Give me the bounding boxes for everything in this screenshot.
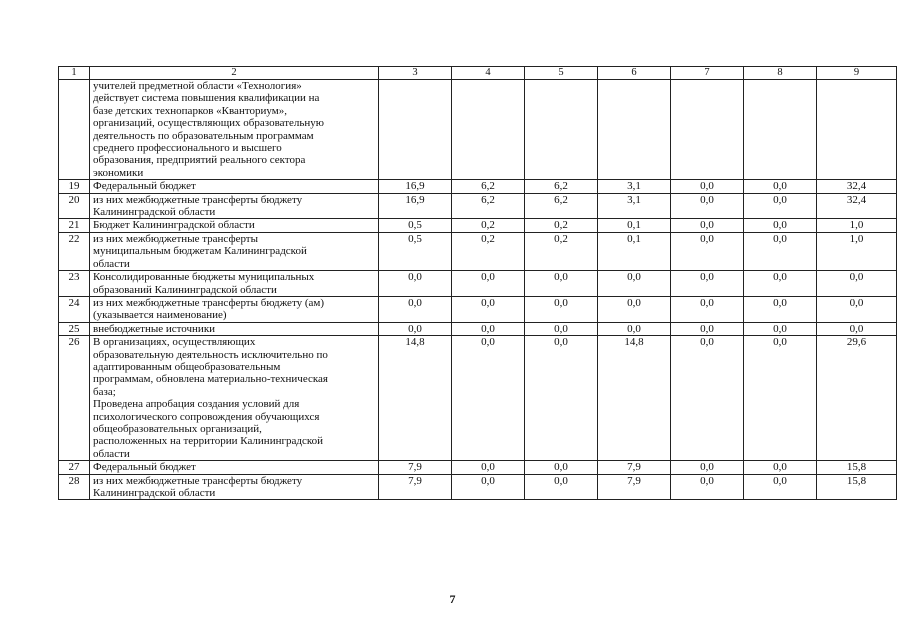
value-cell-col7: 0,0 xyxy=(671,296,744,322)
value-cell-col3: 0,5 xyxy=(379,219,452,232)
description-line: из них межбюджетные трансферты бюджету xyxy=(93,193,303,206)
description-line: образований Калининградской области xyxy=(93,283,277,296)
description-line: внебюджетные источники xyxy=(93,322,216,335)
value-cell-col5: 6,2 xyxy=(525,193,598,219)
value-cell-col8: 0,0 xyxy=(744,232,817,270)
value-cell-col8: 0,0 xyxy=(744,193,817,219)
value-cell-col6: 7,9 xyxy=(598,461,671,474)
row-description xyxy=(90,80,379,180)
value-cell-col7: 0,0 xyxy=(671,232,744,270)
header-cell-8: 8 xyxy=(744,67,817,80)
page-number: 7 xyxy=(449,592,456,606)
value-cell-col6: 0,0 xyxy=(598,322,671,335)
row-number: 22 xyxy=(59,232,90,270)
value-cell-col3: 0,0 xyxy=(379,271,452,297)
row-description xyxy=(90,322,379,335)
value-cell-col7: 0,0 xyxy=(671,322,744,335)
value-cell-col6: 0,1 xyxy=(598,219,671,232)
description-line: В организациях, осуществляющих xyxy=(93,336,256,349)
description-line: Проведена апробация создания условий для xyxy=(93,398,300,411)
table-row xyxy=(59,336,897,461)
header-row xyxy=(59,67,897,80)
description-line: муниципальным бюджетам Калининградской xyxy=(93,245,307,258)
value-cell-col6 xyxy=(598,80,671,180)
value-cell-col3: 7,9 xyxy=(379,474,452,500)
row-number: 19 xyxy=(59,180,90,193)
row-number: 25 xyxy=(59,322,90,335)
description-line: (указывается наименование) xyxy=(93,309,227,322)
value-cell-col3: 7,9 xyxy=(379,461,452,474)
row-description xyxy=(90,180,379,193)
table-row xyxy=(59,271,897,297)
value-cell-col4: 6,2 xyxy=(452,193,525,219)
value-cell-col3: 14,8 xyxy=(379,336,452,461)
row-number: 21 xyxy=(59,219,90,232)
value-cell-col5: 0,2 xyxy=(525,232,598,270)
row-number: 27 xyxy=(59,461,90,474)
value-cell-col5: 0,2 xyxy=(525,219,598,232)
description-line: Консолидированные бюджеты муниципальных xyxy=(93,271,315,284)
row-description xyxy=(90,232,379,270)
value-cell-col9: 0,0 xyxy=(817,322,897,335)
value-cell-col5: 0,0 xyxy=(525,296,598,322)
header-cell-1: 1 xyxy=(59,67,90,80)
header-cell-3: 3 xyxy=(379,67,452,80)
value-cell-col9: 32,4 xyxy=(817,180,897,193)
value-cell-col8: 0,0 xyxy=(744,474,817,500)
value-cell-col5: 0,0 xyxy=(525,322,598,335)
row-number: 26 xyxy=(59,336,90,461)
table-row xyxy=(59,474,897,500)
value-cell-col6: 3,1 xyxy=(598,180,671,193)
row-number: 20 xyxy=(59,193,90,219)
value-cell-col6: 0,0 xyxy=(598,271,671,297)
value-cell-col9: 29,6 xyxy=(817,336,897,461)
value-cell-col5: 0,0 xyxy=(525,474,598,500)
row-number: 28 xyxy=(59,474,90,500)
description-line: базе детских технопарков «Кванториум», xyxy=(93,104,287,117)
header-cell-6: 6 xyxy=(598,67,671,80)
table-row xyxy=(59,193,897,219)
value-cell-col3 xyxy=(379,80,452,180)
row-description xyxy=(90,336,379,461)
value-cell-col9: 0,0 xyxy=(817,271,897,297)
value-cell-col8: 0,0 xyxy=(744,296,817,322)
value-cell-col4: 0,0 xyxy=(452,296,525,322)
value-cell-col7: 0,0 xyxy=(671,474,744,500)
value-cell-col7: 0,0 xyxy=(671,271,744,297)
value-cell-col8: 0,0 xyxy=(744,219,817,232)
description-line: области xyxy=(93,257,130,270)
value-cell-col4: 0,0 xyxy=(452,461,525,474)
description-line: действует система повышения квалификации на xyxy=(93,92,320,105)
description-line: база; xyxy=(93,385,116,398)
value-cell-col9 xyxy=(817,80,897,180)
value-cell-col5: 0,0 xyxy=(525,271,598,297)
value-cell-col9: 0,0 xyxy=(817,296,897,322)
table-row xyxy=(59,232,897,270)
description-line: Федеральный бюджет xyxy=(93,461,196,474)
value-cell-col7: 0,0 xyxy=(671,461,744,474)
header-cell-5: 5 xyxy=(525,67,598,80)
header-cell-9: 9 xyxy=(817,67,897,80)
table-row xyxy=(59,461,897,474)
value-cell-col8: 0,0 xyxy=(744,322,817,335)
header-cell-7: 7 xyxy=(671,67,744,80)
row-description xyxy=(90,271,379,297)
value-cell-col9: 15,8 xyxy=(817,461,897,474)
description-line: психологического сопровождения обучающихся xyxy=(93,410,320,423)
description-line: общеобразовательных организаций, xyxy=(93,422,262,435)
value-cell-col8: 0,0 xyxy=(744,336,817,461)
description-line: Бюджет Калининградской области xyxy=(93,219,255,232)
description-line: программам, обновлена материально-техническая xyxy=(93,373,328,386)
value-cell-col6: 3,1 xyxy=(598,193,671,219)
row-number: 23 xyxy=(59,271,90,297)
value-cell-col4: 0,0 xyxy=(452,336,525,461)
row-description xyxy=(90,296,379,322)
description-line: из них межбюджетные трансферты бюджету xyxy=(93,474,303,487)
table-row xyxy=(59,296,897,322)
row-description xyxy=(90,219,379,232)
value-cell-col6: 0,1 xyxy=(598,232,671,270)
table-row xyxy=(59,322,897,335)
row-description xyxy=(90,474,379,500)
value-cell-col8: 0,0 xyxy=(744,461,817,474)
description-line: среднего профессионального и высшего xyxy=(93,142,282,155)
value-cell-col9: 15,8 xyxy=(817,474,897,500)
value-cell-col4: 0,0 xyxy=(452,271,525,297)
value-cell-col8 xyxy=(744,80,817,180)
table-row xyxy=(59,180,897,193)
description-line: из них межбюджетные трансферты xyxy=(93,232,258,245)
description-line: расположенных на территории Калининградской xyxy=(93,435,324,448)
description-line: области xyxy=(93,447,130,460)
value-cell-col4: 0,2 xyxy=(452,219,525,232)
value-cell-col4: 0,0 xyxy=(452,474,525,500)
value-cell-col4 xyxy=(452,80,525,180)
value-cell-col3: 16,9 xyxy=(379,193,452,219)
table-row xyxy=(59,219,897,232)
value-cell-col4: 6,2 xyxy=(452,180,525,193)
description-line: экономики xyxy=(93,166,144,179)
value-cell-col3: 0,0 xyxy=(379,296,452,322)
row-number: 24 xyxy=(59,296,90,322)
table-body xyxy=(59,80,897,500)
value-cell-col9: 1,0 xyxy=(817,219,897,232)
value-cell-col6: 14,8 xyxy=(598,336,671,461)
value-cell-col7 xyxy=(671,80,744,180)
table-header xyxy=(59,67,897,80)
header-cell-4: 4 xyxy=(452,67,525,80)
description-line: Калининградской области xyxy=(93,487,216,499)
row-description xyxy=(90,193,379,219)
value-cell-col8: 0,0 xyxy=(744,271,817,297)
value-cell-col9: 1,0 xyxy=(817,232,897,270)
description-line: образовательную деятельность исключительно по xyxy=(93,348,328,361)
value-cell-col5 xyxy=(525,80,598,180)
row-number xyxy=(59,80,90,180)
value-cell-col3: 0,0 xyxy=(379,322,452,335)
description-line: организаций, осуществляющих образовательную xyxy=(93,117,325,130)
value-cell-col7: 0,0 xyxy=(671,219,744,232)
value-cell-col6: 0,0 xyxy=(598,296,671,322)
value-cell-col6: 7,9 xyxy=(598,474,671,500)
value-cell-col5: 6,2 xyxy=(525,180,598,193)
value-cell-col4: 0,2 xyxy=(452,232,525,270)
value-cell-col8: 0,0 xyxy=(744,180,817,193)
value-cell-col9: 32,4 xyxy=(817,193,897,219)
description-line: учителей предметной области «Технология» xyxy=(93,80,302,92)
description-line: Федеральный бюджет xyxy=(93,180,196,193)
description-line: Калининградской области xyxy=(93,206,216,219)
value-cell-col7: 0,0 xyxy=(671,336,744,461)
value-cell-col5: 0,0 xyxy=(525,336,598,461)
description-line: образования, предприятий реального сектора xyxy=(93,154,306,167)
budget-table xyxy=(58,66,897,500)
value-cell-col4: 0,0 xyxy=(452,322,525,335)
value-cell-col3: 0,5 xyxy=(379,232,452,270)
value-cell-col5: 0,0 xyxy=(525,461,598,474)
row-description xyxy=(90,461,379,474)
table-row-continuation xyxy=(59,80,897,180)
header-cell-2: 2 xyxy=(90,67,379,80)
value-cell-col7: 0,0 xyxy=(671,180,744,193)
value-cell-col7: 0,0 xyxy=(671,193,744,219)
value-cell-col3: 16,9 xyxy=(379,180,452,193)
description-line: деятельность по образовательным программам xyxy=(93,129,314,142)
description-line: из них межбюджетные трансферты бюджету (ам) xyxy=(93,296,325,309)
description-line: адаптированным общеобразовательным xyxy=(93,360,281,373)
